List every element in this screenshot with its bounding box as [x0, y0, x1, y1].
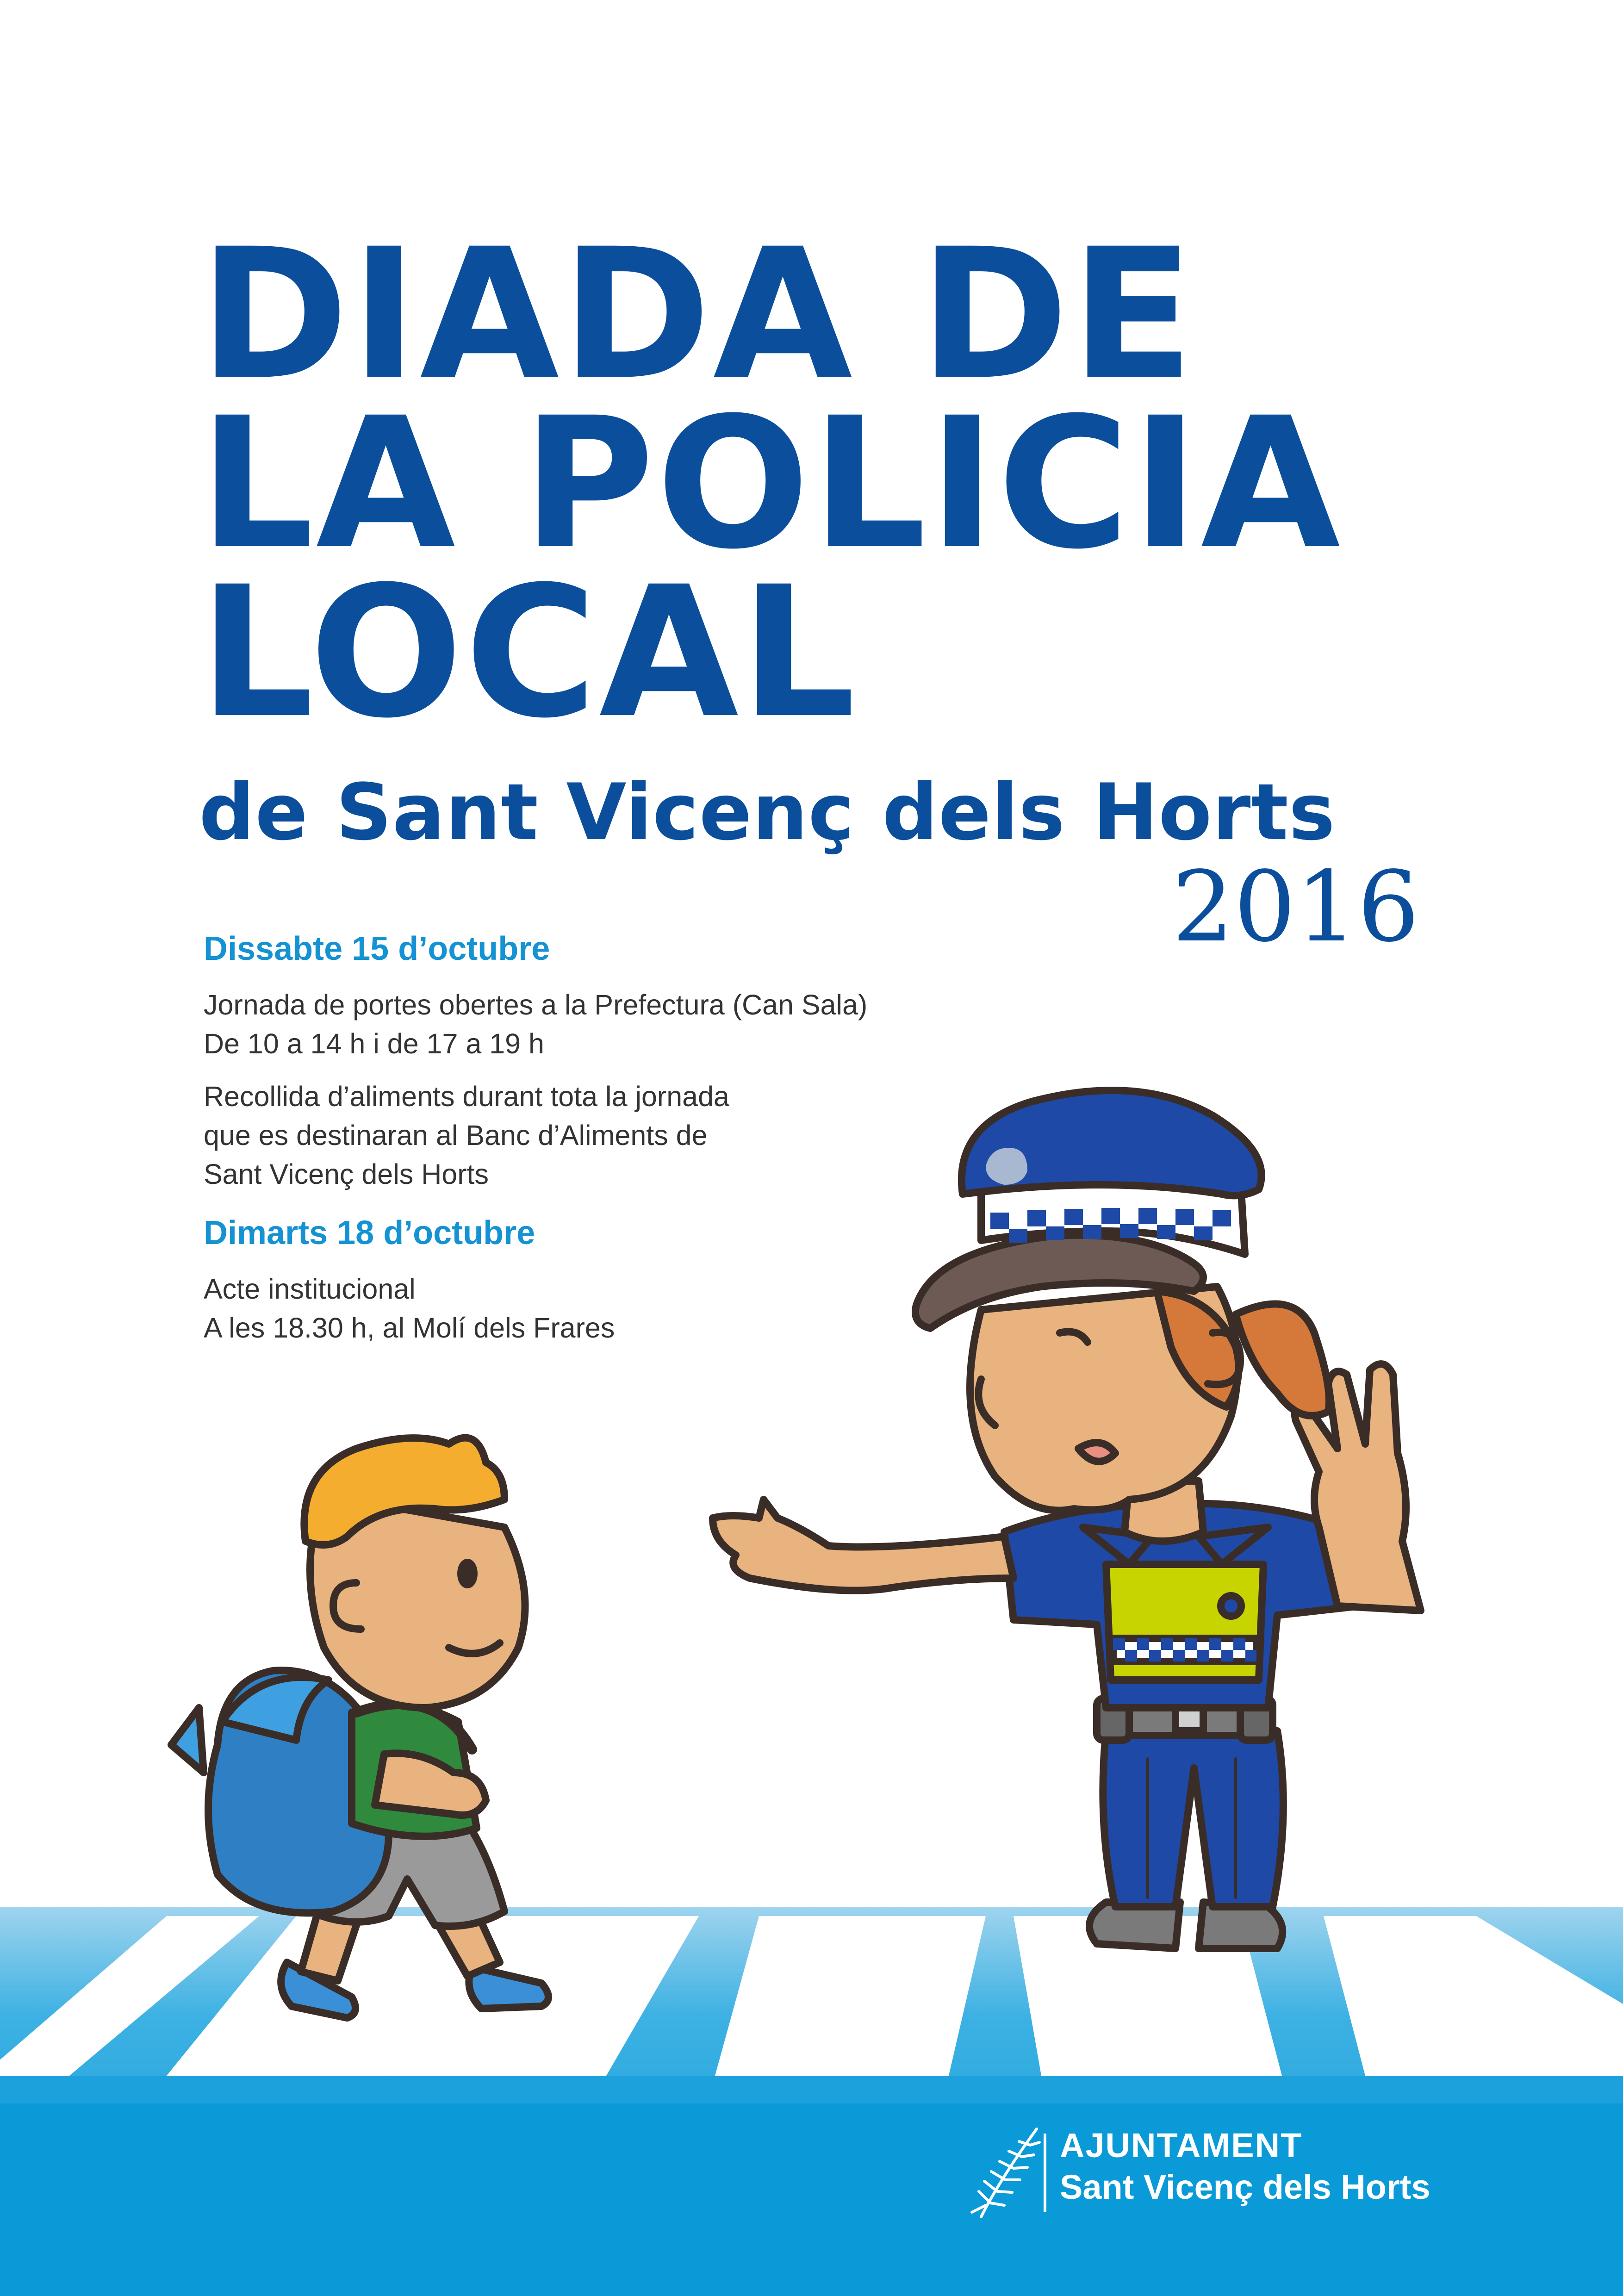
event-paragraph [204, 985, 1083, 1063]
event-date: Dimarts 18 d’octubre [204, 1214, 535, 1251]
title-line-3: LOCAL [199, 548, 858, 758]
event-paragraph [204, 1269, 1083, 1347]
event-list [204, 928, 1083, 1366]
crosswalk [0, 1907, 1623, 2296]
event-line: Acte institucional [204, 1273, 416, 1305]
event-date: Dissabte 15 d’octubre [204, 930, 550, 967]
title-line-2: LA POLICIA [199, 379, 1343, 589]
event-line: Recollida d’aliments durant tota la jornada [204, 1081, 729, 1112]
poster-title [199, 210, 1449, 758]
event-line: Sant Vicenç dels Horts [204, 1158, 489, 1190]
footer-organization [1060, 2125, 1430, 2209]
footer-line-1: AJUNTAMENT [1060, 2126, 1303, 2165]
event-line: A les 18.30 h, al Molí dels Frares [204, 1312, 615, 1344]
title-line-1: DIADA DE [199, 210, 1196, 420]
poster-subtitle: de Sant Vicenç dels Horts [199, 767, 1336, 858]
poster-year: 2016 [1172, 850, 1419, 964]
event-line: Jornada de portes obertes a la Prefectura (Can Sala) [204, 989, 868, 1020]
event-line: De 10 a 14 h i de 17 a 19 h [204, 1028, 544, 1059]
event-saturday [204, 928, 1083, 1194]
event-line: que es destinaran al Banc d’Aliments de [204, 1120, 708, 1151]
footer-line-2: Sant Vicenç dels Horts [1060, 2168, 1430, 2206]
event-tuesday [204, 1212, 1083, 1347]
event-paragraph [204, 1077, 1083, 1194]
footer-divider [1044, 2134, 1046, 2212]
